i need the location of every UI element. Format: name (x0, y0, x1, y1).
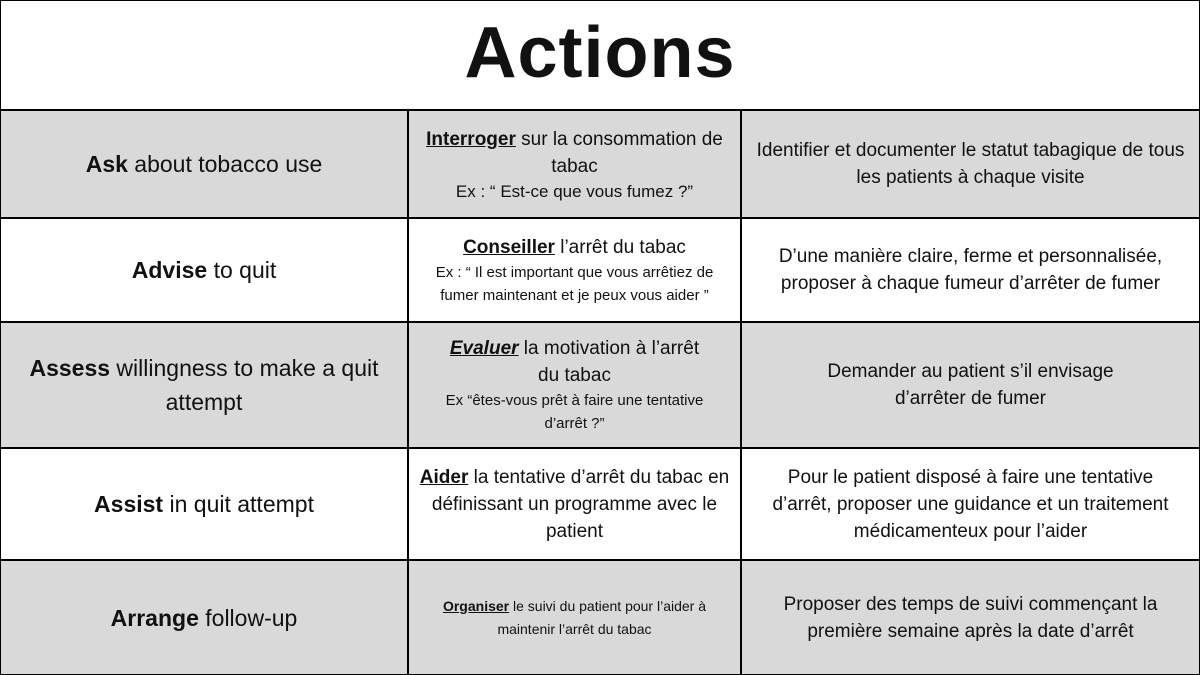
table-row (1, 561, 1199, 674)
table-row (1, 323, 1199, 449)
action-keyword: Assist (94, 491, 164, 517)
french-keyword: Aider (419, 466, 469, 488)
french-action-cell (409, 323, 742, 447)
french-example: Ex : “ Il est important que vous arrêtiez de fumer maintenant et je peux vous aider ” (435, 263, 714, 304)
description-text: Pour le patient disposé à faire une tentative d’arrêt, proposer une guidance et un traitement médicamenteux pour l’aider (772, 466, 1169, 542)
action-cell (1, 111, 409, 217)
french-keyword: Evaluer (449, 338, 519, 359)
french-keyword: Organiser (442, 597, 510, 614)
description-cell (742, 219, 1199, 321)
action-text: about tobacco use (127, 151, 323, 177)
french-text: le suivi du patient pour l’aider à maintenir l’arrêt du tabac (497, 597, 707, 637)
french-action-cell (409, 111, 742, 217)
description-text: Proposer des temps de suivi commençant la première semaine après la date d’arrêt (783, 593, 1158, 642)
action-text: follow-up (198, 604, 298, 631)
description-cell (742, 111, 1199, 217)
french-example: Ex “êtes-vous prêt à faire une tentative d’arrêt ?” (445, 392, 704, 432)
french-text: sur la consommation de tabac (515, 128, 723, 177)
action-cell (1, 561, 409, 674)
french-keyword: Interroger (426, 128, 516, 150)
french-text: la tentative d’arrêt du tabac en définissant un programme avec le patient (431, 466, 730, 542)
action-cell (1, 219, 409, 321)
table-row (1, 219, 1199, 323)
action-cell (1, 323, 409, 447)
french-action-cell (409, 561, 742, 674)
description-cell (742, 449, 1199, 559)
description-cell (742, 323, 1199, 447)
french-example: Ex : “ Est-ce que vous fumez ?” (455, 181, 694, 201)
action-keyword: Ask (85, 151, 128, 177)
action-keyword: Arrange (110, 604, 199, 631)
action-cell (1, 449, 409, 559)
table-row (1, 111, 1199, 219)
page-title: Actions (464, 13, 736, 93)
description-text: Identifier et documenter le statut tabagique de tous les patients à chaque visite (756, 140, 1185, 188)
french-text: l’arrêt du tabac (554, 236, 686, 258)
description-text: Demander au patient s’il envisage d’arrêter de fumer (827, 361, 1114, 409)
action-text: to quit (207, 257, 277, 283)
description-cell (742, 561, 1199, 674)
description-text: D’une manière claire, ferme et personnalisée, proposer à chaque fumeur d’arrêter de fumer (778, 246, 1163, 294)
action-keyword: Assess (29, 355, 111, 381)
action-text: in quit attempt (163, 491, 314, 517)
french-keyword: Conseiller (463, 236, 555, 258)
action-text: willingness to make a quit attempt (110, 355, 379, 415)
french-text: la motivation à l’arrêt du tabac (518, 338, 700, 386)
french-action-cell (409, 449, 742, 559)
french-action-cell (409, 219, 742, 321)
table-row (1, 449, 1199, 561)
title-row (1, 1, 1199, 111)
action-keyword: Advise (131, 257, 208, 283)
